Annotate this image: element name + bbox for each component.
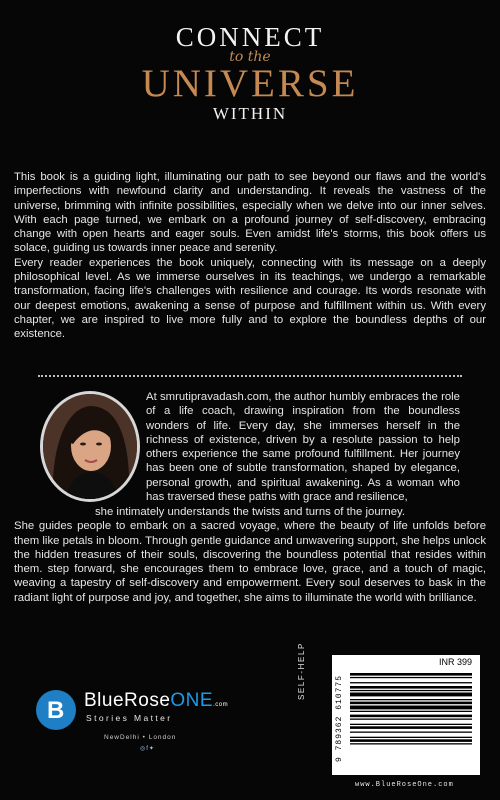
title-block bbox=[0, 22, 500, 124]
author-photo bbox=[40, 391, 140, 502]
isbn-text: 9 789362 610775 bbox=[335, 674, 344, 762]
author-bio-bottom bbox=[14, 505, 486, 605]
price-label: INR 399 bbox=[438, 657, 472, 667]
title-line-connect: CONNECT bbox=[175, 22, 325, 52]
author-bio-top: At smrutipravadash.com, the author humbly embraces the role of a life coach, drawing inspiration from the boundless wonders of life. Every day, she immerses herself in the richness of existence, driven by a resolute passion to help others experience the same profound fulfillment. Her journey has been one of subtle transformation, shaped by elegance, personal growth, and spiritual awakening. As a woman who has traversed these paths with grace and resilience, bbox=[146, 391, 460, 504]
publisher-name-one: ONE bbox=[170, 690, 214, 711]
publisher-cities: NewDelhi • London bbox=[104, 734, 177, 741]
publisher-logo bbox=[36, 690, 76, 730]
publisher-name-bluerose: BlueRose bbox=[84, 690, 171, 711]
author-portrait-image bbox=[43, 394, 137, 499]
isbn-number bbox=[332, 674, 344, 768]
publisher-tagline: Stories Matter bbox=[86, 713, 173, 723]
publisher-name bbox=[84, 690, 228, 712]
author-bio-paragraph-2: She guides people to embark on a sacred voyage, where the beauty of life unfolds before them like petals in bloom. Through gentle guidance and unwavering support, she helps unlock the hidden treasures of their souls, discovering the boundless potential that resides within them. step forward, she encourages them to embrace love, grace, and a touch of magic, weaving a tapestry of self-discovery and empowerment. Every soul deserves to bask in the radiant light of purpose and joy, and together, she aims to illuminate the world with brilliance. bbox=[14, 520, 486, 604]
category-label: SELF-HELP bbox=[297, 642, 306, 700]
dotted-divider bbox=[38, 375, 462, 377]
publisher-logo-letter: B bbox=[47, 697, 65, 724]
book-blurb bbox=[14, 170, 486, 342]
title-line-universe: UNIVERSE bbox=[141, 62, 359, 105]
barcode-icon bbox=[350, 673, 472, 769]
barcode-panel bbox=[332, 655, 480, 775]
title-line-to-the: to the bbox=[229, 49, 271, 65]
author-bio-continued: she intimately understands the twists and turns of the journey. bbox=[94, 506, 406, 518]
blurb-paragraph-1: This book is a guiding light, illuminating our path to see beyond our flaws and the world's imperfections with newfound clarity and understanding. It reveals the vastness of the universe, brimming with infinite possibilities, especially when we delve into our inner selves. With each page turned, we embark on a profound journey of self-discovery, embracing change with open hearts and eager souls. Even amidst life's storms, this book offers us solace, guiding us towards inner peace and serenity. bbox=[14, 171, 486, 255]
publisher-name-dotcom: .com bbox=[213, 702, 229, 708]
social-icons: ◎f✦ bbox=[140, 746, 155, 752]
blurb-paragraph-2: Every reader experiences the book uniquely, connecting with its message on a deeply philosophical level. As we immerse ourselves in its teachings, we undergo a remarkable transformation, facing life's challenges with resilience and courage. Its words resonate with our deepest emotions, awakening a sense of purpose and fulfillment within us. With every chapter, we are inspired to live more fully and to explore the boundless depths of our existence. bbox=[14, 256, 486, 341]
publisher-website: www.BlueRoseOne.com bbox=[355, 781, 454, 789]
title-line-within: WITHIN bbox=[212, 104, 288, 123]
